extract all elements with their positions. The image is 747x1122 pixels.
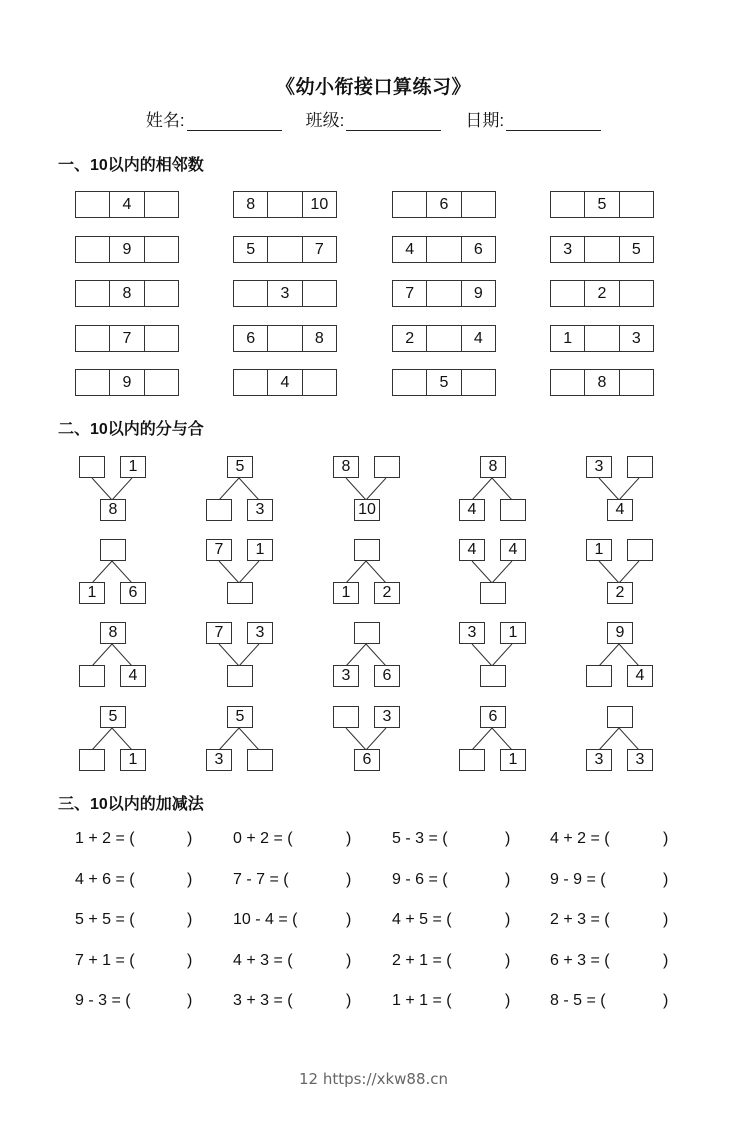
answer-box[interactable] — [586, 665, 612, 687]
date-field[interactable] — [465, 106, 601, 131]
equation: 10 - 4 = ( — [233, 911, 298, 928]
given-number-cell: 9 — [473, 284, 483, 302]
number-bond-merge — [333, 456, 413, 522]
given-number-box: 4 — [607, 499, 633, 521]
adjacent-number-set — [75, 280, 179, 307]
close-paren: ) — [346, 830, 352, 847]
close-paren: ) — [346, 992, 352, 1009]
given-number-cell: 3 — [268, 281, 302, 306]
number-bond-split — [333, 622, 413, 688]
answer-cell[interactable] — [303, 281, 336, 306]
answer-box[interactable] — [354, 622, 380, 644]
given-number-cell: 5 — [427, 370, 461, 395]
class-label: 班级: — [305, 111, 345, 130]
answer-cell[interactable] — [76, 370, 110, 395]
name-blank[interactable] — [187, 112, 282, 131]
given-number-cell: 8 — [585, 370, 619, 395]
given-number-cell: 9 — [110, 237, 144, 262]
answer-cell[interactable] — [234, 281, 268, 306]
equation: 6 + 3 = ( — [550, 952, 610, 969]
adjacent-number-set — [233, 325, 337, 352]
given-number-cell: 5 — [631, 240, 641, 258]
answer-blank[interactable] — [624, 830, 663, 850]
answer-cell[interactable] — [145, 370, 178, 395]
answer-cell[interactable] — [145, 192, 178, 217]
given-number-box: 3 — [627, 749, 653, 771]
given-number-box: 3 — [459, 622, 485, 644]
close-paren: ) — [663, 911, 669, 928]
number-bond-merge — [206, 622, 286, 688]
answer-blank[interactable] — [307, 992, 346, 1012]
number-bond-split — [79, 622, 159, 688]
close-paren: ) — [187, 871, 193, 888]
answer-blank[interactable] — [466, 911, 505, 931]
answer-blank[interactable] — [466, 830, 505, 850]
given-number-cell: 7 — [393, 281, 427, 306]
answer-blank[interactable] — [624, 871, 663, 891]
answer-blank[interactable] — [624, 911, 663, 931]
given-number-box: 1 — [120, 456, 146, 478]
answer-box[interactable] — [480, 665, 506, 687]
given-number-box: 1 — [120, 749, 146, 771]
close-paren: ) — [505, 992, 511, 1009]
given-number-box: 8 — [100, 622, 126, 644]
page-footer: 12 https://xkw88.cn — [298, 1070, 449, 1088]
given-number-box: 4 — [120, 665, 146, 687]
given-number-box: 2 — [607, 582, 633, 604]
answer-box[interactable] — [627, 456, 653, 478]
student-info-row — [0, 106, 747, 131]
answer-box[interactable] — [227, 582, 253, 604]
answer-blank[interactable] — [307, 830, 346, 850]
close-paren: ) — [187, 992, 193, 1009]
equation: 7 - 7 = ( — [233, 871, 289, 888]
given-number-cell: 5 — [234, 237, 268, 262]
equation: 4 + 2 = ( — [550, 830, 610, 847]
given-number-cell: 6 — [234, 326, 268, 351]
equation: 1 + 1 = ( — [392, 992, 452, 1009]
answer-cell[interactable] — [145, 326, 178, 351]
given-number-box: 1 — [333, 582, 359, 604]
given-number-box: 5 — [227, 706, 253, 728]
number-bond-merge — [206, 539, 286, 605]
number-bond-split — [79, 706, 159, 772]
given-number-box: 3 — [374, 706, 400, 728]
answer-cell[interactable] — [76, 326, 110, 351]
close-paren: ) — [505, 952, 511, 969]
class-blank[interactable] — [346, 112, 441, 131]
close-paren: ) — [187, 911, 193, 928]
given-number-box: 4 — [500, 539, 526, 561]
answer-cell[interactable] — [393, 192, 427, 217]
answer-box[interactable] — [500, 499, 526, 521]
number-bond-split — [79, 539, 159, 605]
given-number-box: 1 — [79, 582, 105, 604]
answer-cell[interactable] — [462, 370, 495, 395]
adjacent-number-set — [550, 369, 654, 396]
number-bond-split — [206, 456, 286, 522]
close-paren: ) — [505, 911, 511, 928]
close-paren: ) — [663, 871, 669, 888]
answer-blank[interactable] — [149, 952, 187, 972]
given-number-box: 6 — [480, 706, 506, 728]
answer-box[interactable] — [333, 706, 359, 728]
given-number-cell: 10 — [310, 195, 329, 213]
answer-box[interactable] — [459, 749, 485, 771]
answer-blank[interactable] — [466, 992, 505, 1012]
given-number-cell: 8 — [110, 281, 144, 306]
given-number-box: 3 — [247, 499, 273, 521]
name-field[interactable] — [146, 106, 282, 131]
close-paren: ) — [346, 871, 352, 888]
answer-cell[interactable] — [145, 281, 178, 306]
answer-blank[interactable] — [466, 871, 505, 891]
number-bond-merge — [459, 539, 539, 605]
adjacent-number-set — [75, 191, 179, 218]
page-title: 《幼小衔接口算练习》 — [275, 77, 471, 98]
given-number-box: 8 — [100, 499, 126, 521]
equation: 4 + 6 = ( — [75, 871, 135, 888]
answer-box[interactable] — [227, 665, 253, 687]
equation: 0 + 2 = ( — [233, 830, 293, 847]
given-number-box: 1 — [586, 539, 612, 561]
given-number-cell: 6 — [473, 240, 483, 258]
given-number-cell: 7 — [314, 240, 324, 258]
answer-box[interactable] — [79, 665, 105, 687]
given-number-box: 3 — [586, 749, 612, 771]
number-bond-split — [206, 706, 286, 772]
answer-cell[interactable] — [620, 192, 653, 217]
equation: 5 + 5 = ( — [75, 911, 135, 928]
answer-box[interactable] — [607, 706, 633, 728]
given-number-box: 10 — [354, 499, 380, 521]
given-number-cell: 4 — [473, 329, 483, 347]
given-number-cell: 6 — [427, 192, 461, 217]
number-bond-merge — [459, 622, 539, 688]
close-paren: ) — [346, 952, 352, 969]
date-label: 日期: — [465, 111, 505, 130]
answer-box[interactable] — [627, 539, 653, 561]
number-bond-split — [586, 622, 666, 688]
number-bond-split — [459, 706, 539, 772]
given-number-cell: 7 — [110, 326, 144, 351]
given-number-box: 4 — [459, 499, 485, 521]
adjacent-number-set — [233, 369, 337, 396]
answer-box[interactable] — [206, 499, 232, 521]
answer-cell[interactable] — [620, 281, 653, 306]
adjacent-number-set — [75, 369, 179, 396]
answer-cell[interactable] — [585, 326, 619, 351]
given-number-box: 3 — [247, 622, 273, 644]
given-number-cell: 2 — [585, 281, 619, 306]
answer-blank[interactable] — [624, 992, 663, 1012]
close-paren: ) — [346, 911, 352, 928]
adjacent-number-set — [233, 280, 337, 307]
section1-title: 一、10以内的相邻数 — [58, 157, 204, 174]
adjacent-number-set — [550, 325, 654, 352]
given-number-box: 5 — [100, 706, 126, 728]
equation: 9 - 6 = ( — [392, 871, 448, 888]
given-number-cell: 3 — [551, 237, 585, 262]
given-number-cell: 4 — [393, 237, 427, 262]
answer-cell[interactable] — [427, 237, 461, 262]
adjacent-number-set — [233, 236, 337, 263]
adjacent-number-set — [392, 191, 496, 218]
number-bond-merge — [333, 706, 413, 772]
given-number-box: 6 — [374, 665, 400, 687]
given-number-cell: 8 — [314, 329, 324, 347]
equation: 9 - 9 = ( — [550, 871, 606, 888]
answer-cell[interactable] — [268, 237, 302, 262]
answer-cell[interactable] — [145, 237, 178, 262]
given-number-box: 3 — [206, 749, 232, 771]
given-number-box: 1 — [500, 749, 526, 771]
answer-cell[interactable] — [551, 192, 585, 217]
close-paren: ) — [187, 952, 193, 969]
given-number-box: 4 — [627, 665, 653, 687]
answer-box[interactable] — [100, 539, 126, 561]
close-paren: ) — [663, 830, 669, 847]
adjacent-number-set — [392, 280, 496, 307]
answer-box[interactable] — [480, 582, 506, 604]
given-number-box: 1 — [500, 622, 526, 644]
answer-cell[interactable] — [620, 370, 653, 395]
given-number-box: 9 — [607, 622, 633, 644]
equation: 1 + 2 = ( — [75, 830, 135, 847]
answer-box[interactable] — [247, 749, 273, 771]
adjacent-number-set — [75, 325, 179, 352]
date-blank[interactable] — [506, 112, 601, 131]
given-number-cell: 4 — [268, 370, 302, 395]
given-number-box: 8 — [333, 456, 359, 478]
adjacent-number-set — [75, 236, 179, 263]
section3-title: 三、10以内的加减法 — [58, 796, 204, 813]
number-bond-split — [586, 706, 666, 772]
number-bond-split — [459, 456, 539, 522]
adjacent-number-set — [550, 280, 654, 307]
answer-cell[interactable] — [427, 281, 461, 306]
given-number-box: 6 — [354, 749, 380, 771]
answer-cell[interactable] — [462, 192, 495, 217]
close-paren: ) — [505, 871, 511, 888]
answer-cell[interactable] — [427, 326, 461, 351]
answer-cell[interactable] — [551, 281, 585, 306]
answer-cell[interactable] — [234, 370, 268, 395]
answer-blank[interactable] — [149, 871, 187, 891]
adjacent-number-set — [550, 236, 654, 263]
given-number-cell: 1 — [551, 326, 585, 351]
equation: 5 - 3 = ( — [392, 830, 448, 847]
close-paren: ) — [505, 830, 511, 847]
equation: 8 - 5 = ( — [550, 992, 606, 1009]
number-bond-merge — [586, 539, 666, 605]
answer-cell[interactable] — [76, 192, 110, 217]
answer-box[interactable] — [79, 456, 105, 478]
given-number-cell: 9 — [110, 370, 144, 395]
equation: 9 - 3 = ( — [75, 992, 131, 1009]
given-number-box: 8 — [480, 456, 506, 478]
given-number-cell: 5 — [585, 192, 619, 217]
given-number-box: 7 — [206, 539, 232, 561]
number-bond-merge — [79, 456, 159, 522]
given-number-box: 6 — [120, 582, 146, 604]
answer-blank[interactable] — [307, 871, 346, 891]
answer-cell[interactable] — [76, 237, 110, 262]
adjacent-number-set — [392, 369, 496, 396]
answer-cell[interactable] — [393, 370, 427, 395]
given-number-box: 5 — [227, 456, 253, 478]
adjacent-number-set — [392, 236, 496, 263]
given-number-box: 7 — [206, 622, 232, 644]
answer-blank[interactable] — [466, 952, 505, 972]
close-paren: ) — [187, 830, 193, 847]
name-label: 姓名: — [145, 111, 185, 130]
class-field[interactable] — [306, 106, 442, 131]
equation: 7 + 1 = ( — [75, 952, 135, 969]
equation: 4 + 5 = ( — [392, 911, 452, 928]
given-number-cell: 3 — [631, 329, 641, 347]
adjacent-number-set — [233, 191, 337, 218]
equation: 4 + 3 = ( — [233, 952, 293, 969]
given-number-box: 4 — [459, 539, 485, 561]
given-number-cell: 8 — [234, 192, 268, 217]
answer-cell[interactable] — [585, 237, 619, 262]
answer-box[interactable] — [374, 456, 400, 478]
close-paren: ) — [663, 952, 669, 969]
adjacent-number-set — [392, 325, 496, 352]
equation: 2 + 3 = ( — [550, 911, 610, 928]
number-bond-merge — [586, 456, 666, 522]
answer-cell[interactable] — [268, 326, 302, 351]
given-number-box: 3 — [333, 665, 359, 687]
given-number-cell: 2 — [393, 326, 427, 351]
answer-blank[interactable] — [624, 952, 663, 972]
answer-blank[interactable] — [149, 992, 187, 1012]
adjacent-number-set — [550, 191, 654, 218]
answer-cell[interactable] — [551, 370, 585, 395]
answer-blank[interactable] — [149, 830, 187, 850]
given-number-box: 2 — [374, 582, 400, 604]
given-number-box: 1 — [247, 539, 273, 561]
answer-blank[interactable] — [149, 911, 187, 931]
equation: 2 + 1 = ( — [392, 952, 452, 969]
answer-box[interactable] — [354, 539, 380, 561]
answer-blank[interactable] — [315, 911, 346, 931]
answer-cell[interactable] — [76, 281, 110, 306]
answer-blank[interactable] — [307, 952, 346, 972]
equation: 3 + 3 = ( — [233, 992, 293, 1009]
answer-box[interactable] — [79, 749, 105, 771]
close-paren: ) — [663, 992, 669, 1009]
number-bond-split — [333, 539, 413, 605]
given-number-box: 3 — [586, 456, 612, 478]
answer-cell[interactable] — [303, 370, 336, 395]
given-number-cell: 4 — [110, 192, 144, 217]
section2-title: 二、10以内的分与合 — [58, 421, 204, 438]
answer-cell[interactable] — [268, 192, 302, 217]
